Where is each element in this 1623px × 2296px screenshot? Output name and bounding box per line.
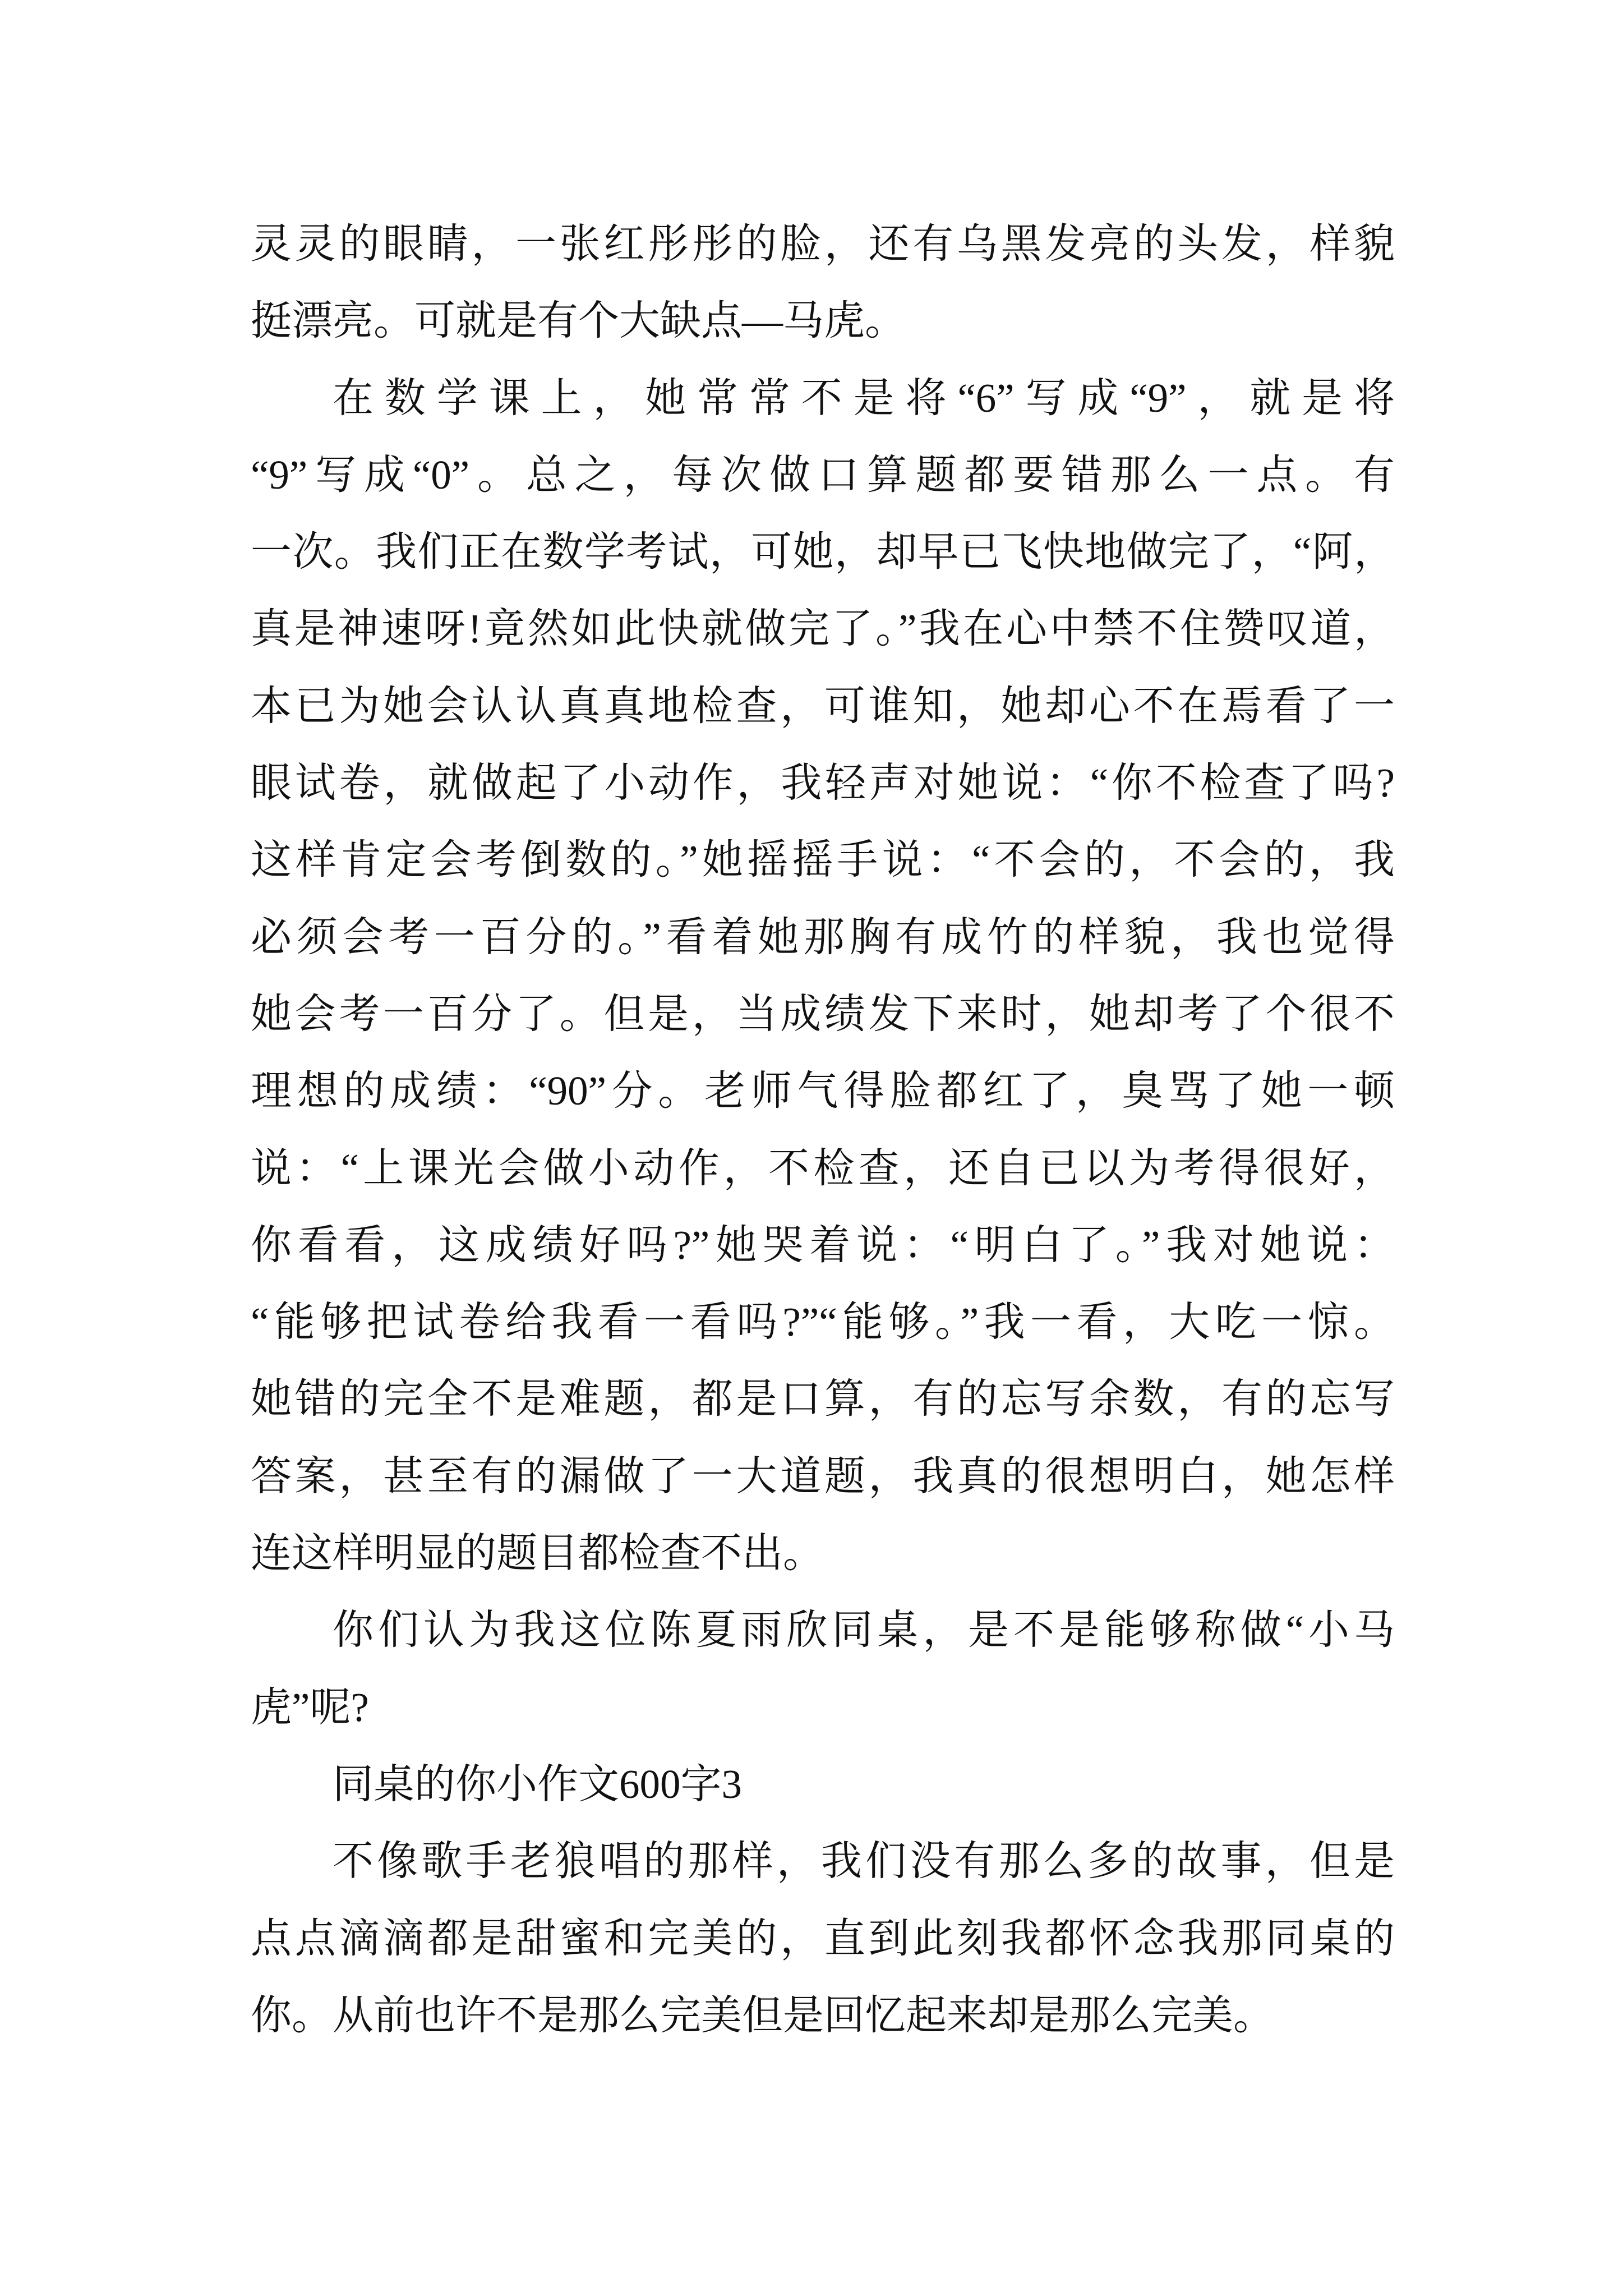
text-line: 眼试卷，就做起了小动作，我轻声对她说：“你不检查了吗? — [251, 760, 1395, 806]
text-line: 本已为她会认认真真地检查，可谁知，她却心不在焉看了一 — [251, 683, 1395, 729]
text-line: 连这样明显的题目都检查不出。 — [251, 1530, 824, 1576]
text-line: 灵灵的眼睛，一张红彤彤的脸，还有乌黑发亮的头发，样貌 — [251, 221, 1395, 266]
text-line: 她错的完全不是难题，都是口算，有的忘写余数，有的忘写 — [251, 1376, 1395, 1422]
text-line: 你们认为我这位陈夏雨欣同桌，是不是能够称做“小马 — [333, 1607, 1395, 1653]
text-line: 挺漂亮。可就是有个大缺点—马虎。 — [251, 298, 906, 344]
text-line: 真是神速呀!竟然如此快就做完了。”我在心中禁不住赞叹道， — [251, 606, 1395, 652]
text-line: 答案，甚至有的漏做了一大道题，我真的很想明白，她怎样 — [251, 1453, 1395, 1499]
text-line: 理想的成绩：“90”分。老师气得脸都红了，臭骂了她一顿 — [251, 1068, 1395, 1114]
text-line: 你看看，这成绩好吗?”她哭着说：“明白了。”我对她说： — [251, 1222, 1395, 1268]
paragraph — [251, 1746, 1395, 1823]
text-line: 在数学课上，她常常不是将“6”写成“9”，就是将 — [333, 375, 1395, 421]
text-line: “9”写成“0”。总之，每次做口算题都要错那么一点。有 — [251, 452, 1395, 498]
paragraph — [251, 1591, 1395, 1746]
paragraph — [251, 1823, 1395, 2054]
paragraph — [251, 205, 1395, 360]
text-line: 她会考一百分了。但是，当成绩发下来时，她却考了个很不 — [251, 991, 1395, 1037]
text-line: 一次。我们正在数学考试，可她，却早已飞快地做完了，“阿， — [251, 529, 1395, 575]
text-line: 点点滴滴都是甜蜜和完美的，直到此刻我都怀念我那同桌的 — [251, 1915, 1395, 1961]
text-line: 说：“上课光会做小动作，不检查，还自已以为考得很好， — [251, 1145, 1395, 1191]
section-heading: 同桌的你小作文600字3 — [333, 1761, 742, 1807]
document-body — [251, 205, 1395, 2054]
text-line: 不像歌手老狼唱的那样，我们没有那么多的故事，但是 — [333, 1838, 1395, 1884]
text-line: 这样肯定会考倒数的。”她摇摇手说：“不会的，不会的，我 — [251, 837, 1395, 883]
text-line: 虎”呢? — [251, 1684, 369, 1730]
paragraph — [251, 360, 1395, 1592]
text-line: 必须会考一百分的。”看着她那胸有成竹的样貌，我也觉得 — [251, 914, 1395, 960]
text-line: 你。从前也许不是那么完美但是回忆起来却是那么完美。 — [251, 1992, 1274, 2038]
text-line: “能够把试卷给我看一看吗?”“能够。”我一看，大吃一惊。 — [251, 1299, 1395, 1345]
